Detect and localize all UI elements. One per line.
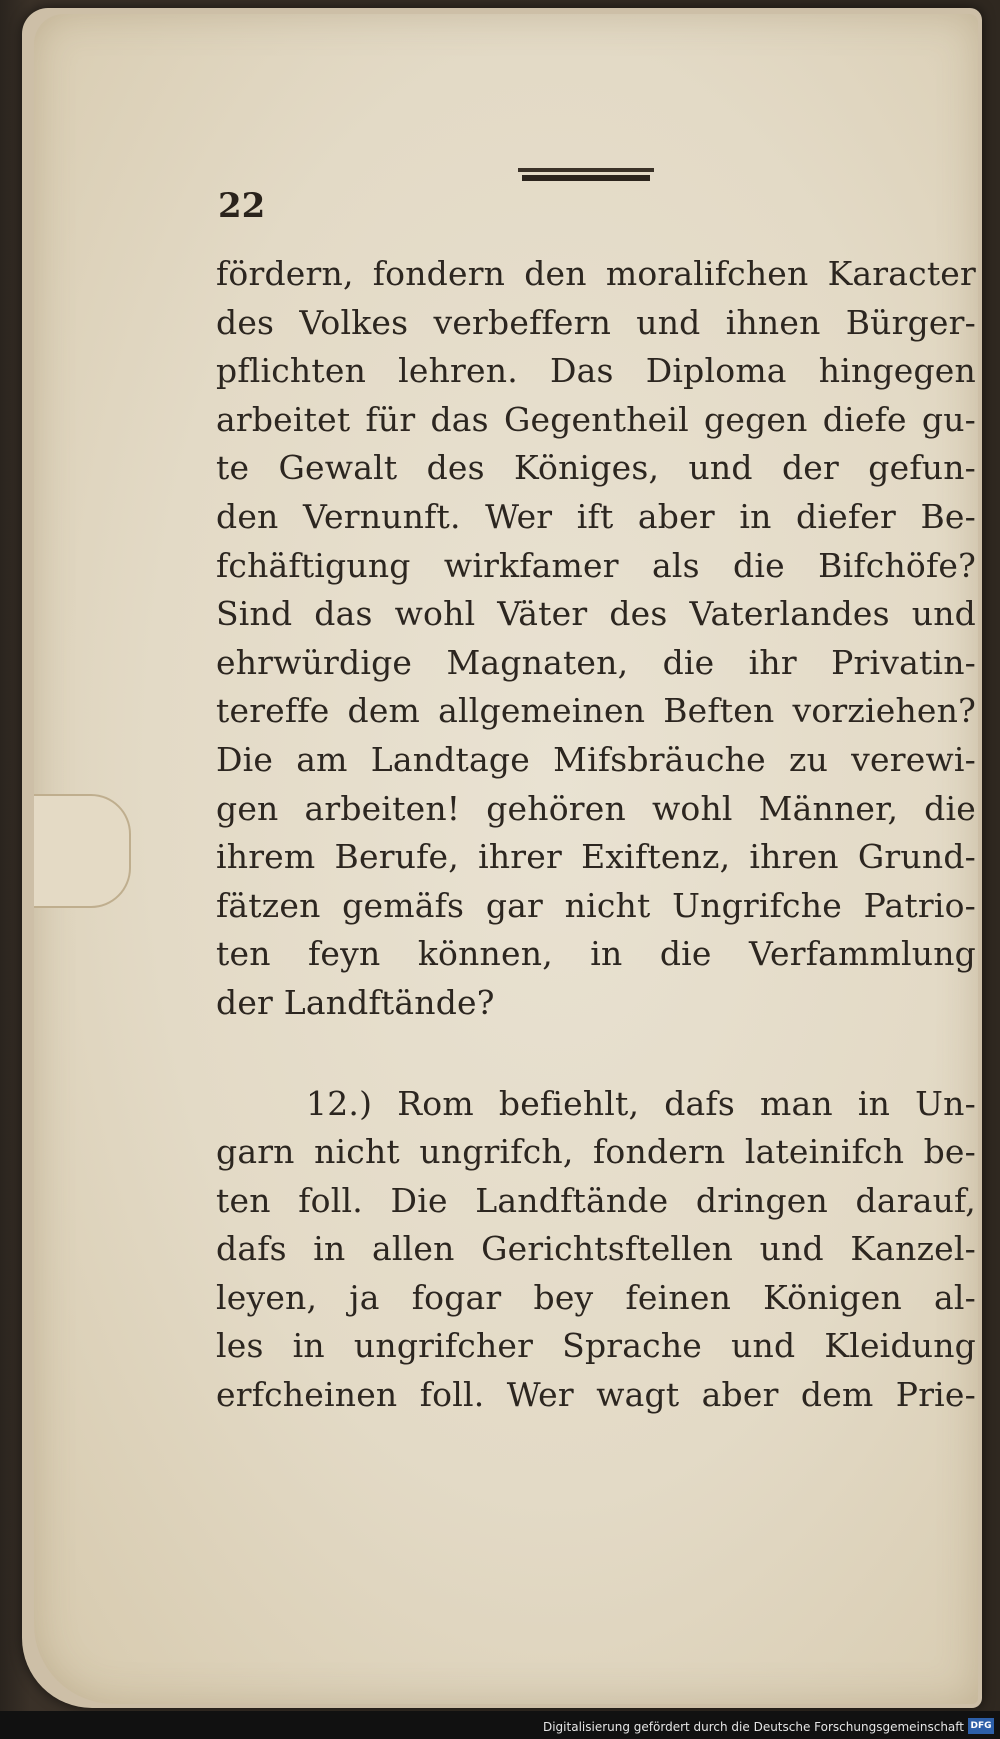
footer-bar [0,1711,1000,1739]
text-line: arbeitet für das Gegentheil gegen diefe gu- [216,399,976,439]
page-fold-tab [34,794,131,908]
dfg-logo: DFG [968,1718,994,1734]
funding-notice: Digitalisierung gefördert durch die Deutsche Forschungsgemeinschaft [542,1720,964,1734]
text-line: der Landftände? [216,982,495,1022]
text-line: erfcheinen foll. Wer wagt aber dem Prie- [216,1375,976,1415]
text-line: pflichten lehren. Das Diploma hingegen [216,351,976,391]
text-line: garn nicht ungrifch, fondern lateinifch be- [216,1132,976,1172]
text-line: fätzen gemäfs gar nicht Ungrifche Patrio- [216,885,976,925]
text-line: ehrwürdige Magnaten, die ihr Privatin- [216,642,976,682]
text-line: des Volkes verbeffern und ihnen Bürger- [216,302,976,342]
text-line: 12.) Rom befiehlt, dafs man in Un- [306,1083,976,1123]
header-ornament [518,168,654,182]
text-line: ihrem Berufe, ihrer Exiftenz, ihren Grund- [216,837,976,877]
text-line: tereffe dem allgemeinen Beften vorziehen? [216,691,976,731]
text-line: leyen, ja fogar bey feinen Königen al- [216,1277,976,1317]
text-line: te Gewalt des Königes, und der gefun- [216,448,976,488]
text-line: ten foll. Die Landftände dringen darauf, [216,1180,976,1220]
text-line: les in ungrifcher Sprache und Kleidung [216,1326,976,1366]
text-line: dafs in allen Gerichtsftellen und Kanzel- [216,1229,976,1269]
text-line: Die am Landtage Mifsbräuche zu verewi- [216,739,976,779]
text-line: den Vernunft. Wer ift aber in diefer Be- [216,496,976,536]
text-line: ten feyn können, in die Verfammlung [216,934,976,974]
body-text [216,250,976,1420]
page-number: 22 [218,186,266,226]
text-line: gen arbeiten! gehören wohl Männer, die [216,788,976,828]
text-line: fördern, fondern den moralifchen Karacter [216,254,976,293]
text-line: fchäftigung wirkfamer als die Bifchöfe? [216,545,976,585]
text-line: Sind das wohl Väter des Vaterlandes und [216,594,976,634]
